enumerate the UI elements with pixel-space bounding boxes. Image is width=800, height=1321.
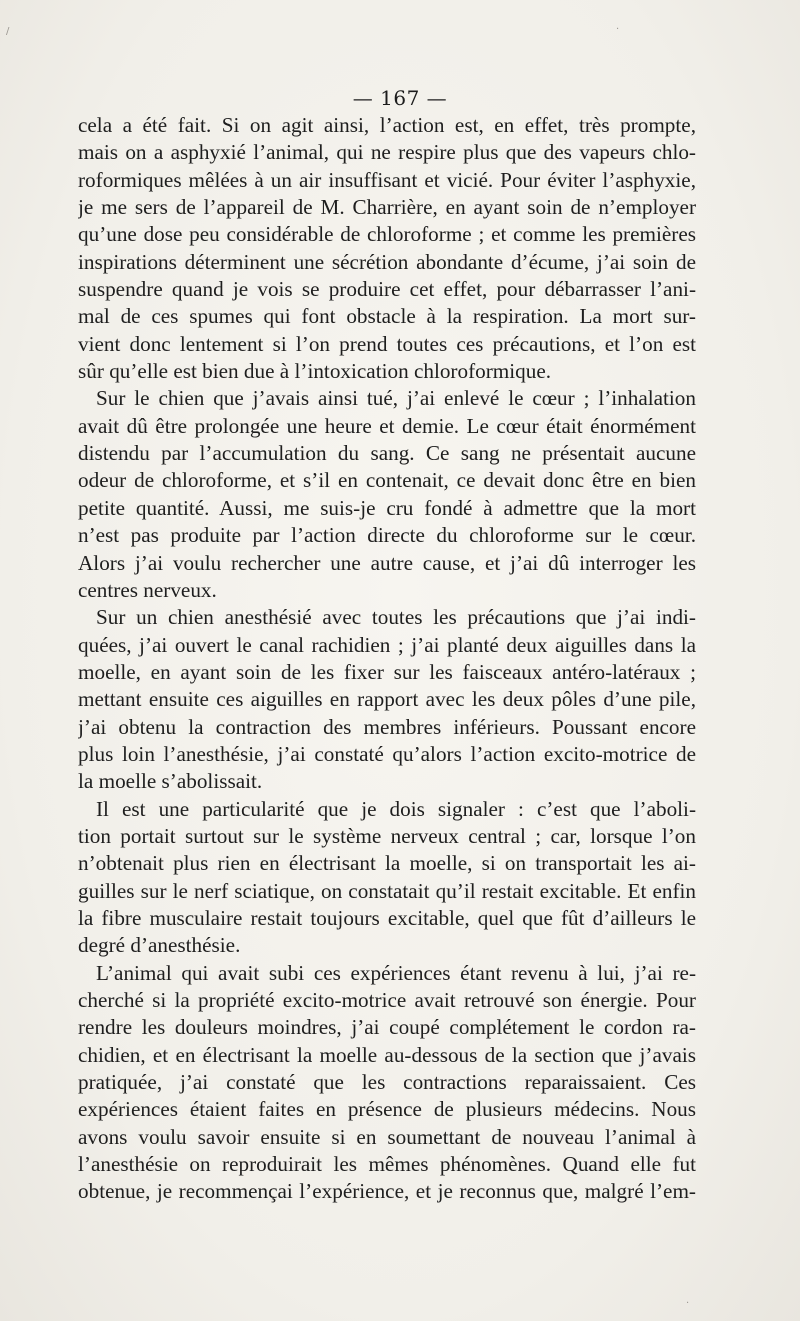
text-line: n’est pas produite par l’action directe du chloroforme sur le cœur. — [78, 523, 696, 548]
text-line: vient donc lentement si l’on prend toutes ces précautions, et l’on est — [78, 331, 696, 356]
page-speck: / — [6, 26, 10, 37]
text-line: avons voulu savoir ensuite si en soumettant de nouveau l’animal à — [78, 1124, 696, 1149]
text-line: la moelle s’abolissait. — [78, 769, 263, 794]
text-line: je me sers de l’appareil de M. Charrière, en ayant soin de n’employer — [78, 195, 696, 220]
text-line: qu’une dose peu considérable de chloroforme ; et comme les premières — [78, 222, 696, 247]
paragraph — [78, 960, 696, 1206]
text-line: n’obtenait plus rien en électrisant la moelle, si on transportait les ai- — [78, 851, 696, 876]
text-line: centres nerveux. — [78, 577, 217, 602]
text-line: rendre les douleurs moindres, j’ai coupé complétement le cordon ra- — [78, 1015, 696, 1040]
text-line: petite quantité. Aussi, me suis-je cru fondé à admettre que la mort — [78, 495, 696, 520]
text-line: tion portait surtout sur le système nerveux central ; car, lorsque l’on — [78, 823, 696, 848]
paragraph — [78, 796, 696, 960]
text-line: Alors j’ai voulu rechercher une autre cause, et j’ai dû interroger les — [78, 550, 696, 575]
text-line: obtenue, je recommençai l’expérience, et je reconnus que, malgré l’em- — [78, 1179, 696, 1204]
text-line: L’animal qui avait subi ces expériences étant revenu à lui, j’ai re- — [96, 960, 696, 985]
text-line: odeur de chloroforme, et s’il en contenait, ce devait donc être en bien — [78, 468, 696, 493]
text-line: mais on a asphyxié l’animal, qui ne respire plus que des vapeurs chlo- — [78, 140, 696, 165]
text-line: distendu par l’accumulation du sang. Ce sang ne présentait aucune — [78, 441, 696, 466]
text-line: quées, j’ai ouvert le canal rachidien ; j’ai planté deux aiguilles dans la — [78, 632, 696, 657]
text-line: cela a été fait. Si on agit ainsi, l’action est, en effet, très prompte, — [78, 113, 696, 137]
text-line: mal de ces spumes qui font obstacle à la respiration. La mort sur- — [78, 304, 696, 329]
text-line: j’ai obtenu la contraction des membres inférieurs. Poussant encore — [78, 714, 696, 739]
text-line: mettant ensuite ces aiguilles en rapport avec les deux pôles d’une pile, — [78, 687, 696, 712]
text-line: avait dû être prolongée une heure et demie. Le cœur était énormément — [78, 413, 696, 438]
text-line: chidien, et en électrisant la moelle au-dessous de la section que j’avais — [78, 1042, 696, 1067]
text-line: roformiques mêlées à un air insuffisant et vicié. Pour éviter l’asphyxie, — [78, 167, 696, 192]
text-line: Il est une particularité que je dois signaler : c’est que l’aboli- — [96, 796, 696, 821]
text-line: pratiquée, j’ai constaté que les contractions reparaissaient. Ces — [78, 1070, 696, 1095]
text-line: sûr qu’elle est bien due à l’intoxication chloroformique. — [78, 359, 552, 384]
page-speck: · — [686, 1298, 690, 1309]
text-line: degré d’anesthésie. — [78, 933, 241, 958]
page-speck: · — [616, 24, 620, 35]
paragraph — [78, 112, 696, 385]
text-line: Sur le chien que j’avais ainsi tué, j’ai enlevé le cœur ; l’inhalation — [96, 386, 696, 411]
text-line: Sur un chien anesthésié avec toutes les précautions que j’ai indi- — [96, 605, 696, 630]
page-number: — 167 — — [352, 86, 448, 110]
text-line: suspendre quand je vois se produire cet effet, pour débarrasser l’ani- — [78, 277, 696, 302]
body-text — [78, 112, 696, 1206]
paragraph — [78, 385, 696, 604]
text-line: cherché si la propriété excito-motrice avait retrouvé son énergie. Pour — [78, 988, 696, 1012]
text-line: guilles sur le nerf sciatique, on constatait qu’il restait excitable. Et enfin — [78, 878, 696, 903]
text-line: moelle, en ayant soin de les fixer sur les faisceaux antéro-latéraux ; — [78, 659, 696, 684]
text-line: la fibre musculaire restait toujours excitable, quel que fût d’ailleurs le — [78, 905, 696, 930]
text-line: expériences étaient faites en présence de plusieurs médecins. Nous — [78, 1097, 696, 1122]
text-line: l’anesthésie on reproduirait les mêmes phénomènes. Quand elle fut — [78, 1152, 696, 1177]
paragraph — [78, 604, 696, 795]
text-line: plus loin l’anesthésie, j’ai constaté qu’alors l’action excito-motrice de — [78, 741, 696, 766]
text-line: inspirations déterminent une sécrétion abondante d’écume, j’ai soin de — [78, 249, 696, 274]
